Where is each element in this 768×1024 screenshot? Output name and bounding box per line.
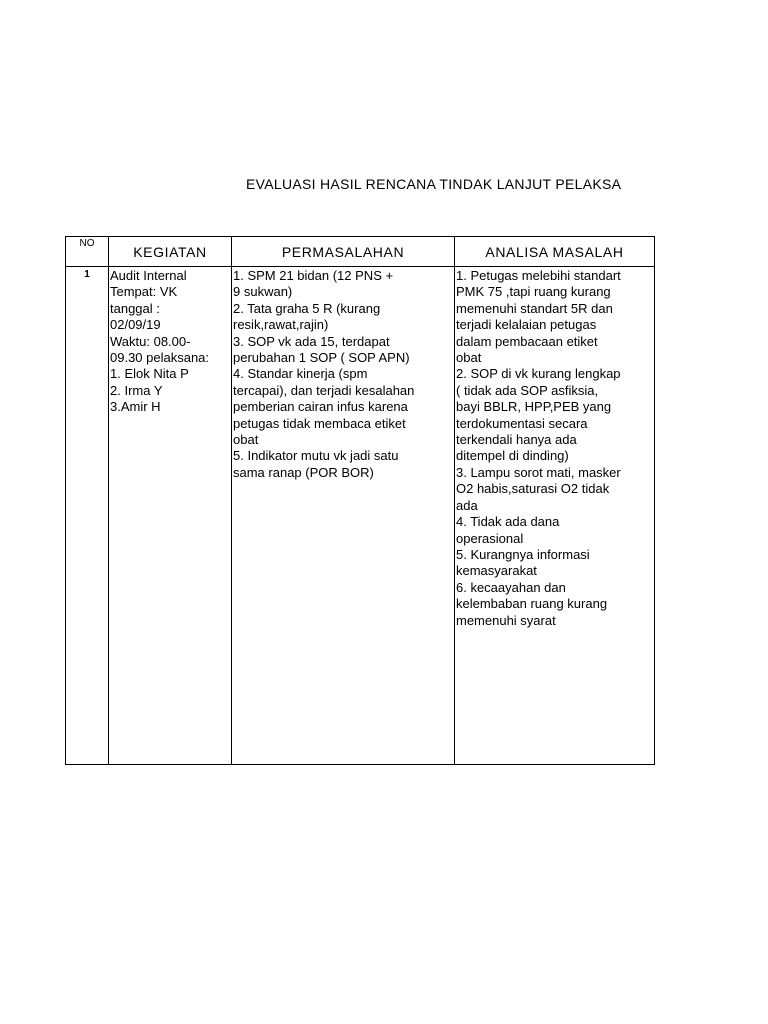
text-line: O2 habis,saturasi O2 tidak xyxy=(456,481,610,497)
text-line: 5. Indikator mutu vk jadi satu xyxy=(233,448,399,464)
column-divider xyxy=(231,237,232,764)
row-1-no: 1 xyxy=(84,269,90,280)
text-line: 9 sukwan) xyxy=(233,284,293,300)
text-line: resik,rawat,rajin) xyxy=(233,317,329,333)
text-line: sama ranap (POR BOR) xyxy=(233,464,374,480)
row-1-kegiatan xyxy=(110,268,231,416)
text-line: 6. kecaayahan dan xyxy=(456,579,566,595)
text-line: obat xyxy=(233,432,259,448)
header-divider xyxy=(66,266,654,267)
text-line: petugas tidak membaca etiket xyxy=(233,415,406,431)
text-line: ditempel di dinding) xyxy=(456,448,569,464)
text-line: Tempat: VK xyxy=(110,284,178,300)
document-title: EVALUASI HASIL RENCANA TINDAK LANJUT PELAKSA xyxy=(246,176,622,192)
text-line: 2. Tata graha 5 R (kurang xyxy=(233,300,381,316)
column-divider xyxy=(108,237,109,764)
row-1-permasalahan xyxy=(233,268,454,481)
text-line: obat xyxy=(456,350,482,366)
text-line: tercapai), dan terjadi kesalahan xyxy=(233,382,415,398)
text-line: 3. SOP vk ada 15, terdapat xyxy=(233,333,390,349)
evaluation-table xyxy=(65,236,655,765)
text-line: 1. Petugas melebihi standart xyxy=(456,268,621,283)
text-line: bayi BBLR, HPP,PEB yang xyxy=(456,399,612,415)
header-kegiatan: KEGIATAN xyxy=(133,243,207,260)
text-line: 4. Standar kinerja (spm xyxy=(233,366,368,382)
text-line: 2. SOP di vk kurang lengkap xyxy=(456,366,621,382)
text-line: dalam pembacaan etiket xyxy=(456,333,598,349)
text-line: 3.Amir H xyxy=(110,399,161,415)
header-no: NO xyxy=(79,238,95,249)
text-line: terjadi kelalaian petugas xyxy=(456,317,597,333)
header-permasalahan: PERMASALAHAN xyxy=(281,243,405,260)
header-analisa-masalah: ANALISA MASALAH xyxy=(485,243,624,260)
column-divider xyxy=(454,237,455,764)
text-line: 1. Elok Nita P xyxy=(110,366,189,382)
text-line: 5. Kurangnya informasi xyxy=(456,546,590,562)
text-line: ( tidak ada SOP asfiksia, xyxy=(456,382,599,398)
text-line: terdokumentasi secara xyxy=(456,415,588,431)
text-line: pemberian cairan infus karena xyxy=(233,399,408,415)
text-line: kemasyarakat xyxy=(456,563,537,579)
text-line: perubahan 1 SOP ( SOP APN) xyxy=(233,350,410,366)
text-line: 1. SPM 21 bidan (12 PNS + xyxy=(233,268,394,283)
text-line: Audit Internal xyxy=(110,268,187,283)
text-line: 3. Lampu sorot mati, masker xyxy=(456,464,621,480)
text-line: terkendali hanya ada xyxy=(456,432,577,448)
text-line: tanggal : xyxy=(110,300,160,316)
text-line: memenuhi standart 5R dan xyxy=(456,300,613,316)
text-line: 09.30 pelaksana: xyxy=(110,350,210,366)
text-line: kelembaban ruang kurang xyxy=(456,596,608,612)
text-line: operasional xyxy=(456,530,524,546)
text-line: 2. Irma Y xyxy=(110,382,163,398)
text-line: ada xyxy=(456,497,478,513)
text-line: PMK 75 ,tapi ruang kurang xyxy=(456,284,611,300)
text-line: 4. Tidak ada dana xyxy=(456,514,560,530)
row-1-analisa-masalah xyxy=(456,268,654,629)
text-line: 02/09/19 xyxy=(110,317,161,333)
text-line: Waktu: 08.00- xyxy=(110,333,191,349)
text-line: memenuhi syarat xyxy=(456,612,556,628)
